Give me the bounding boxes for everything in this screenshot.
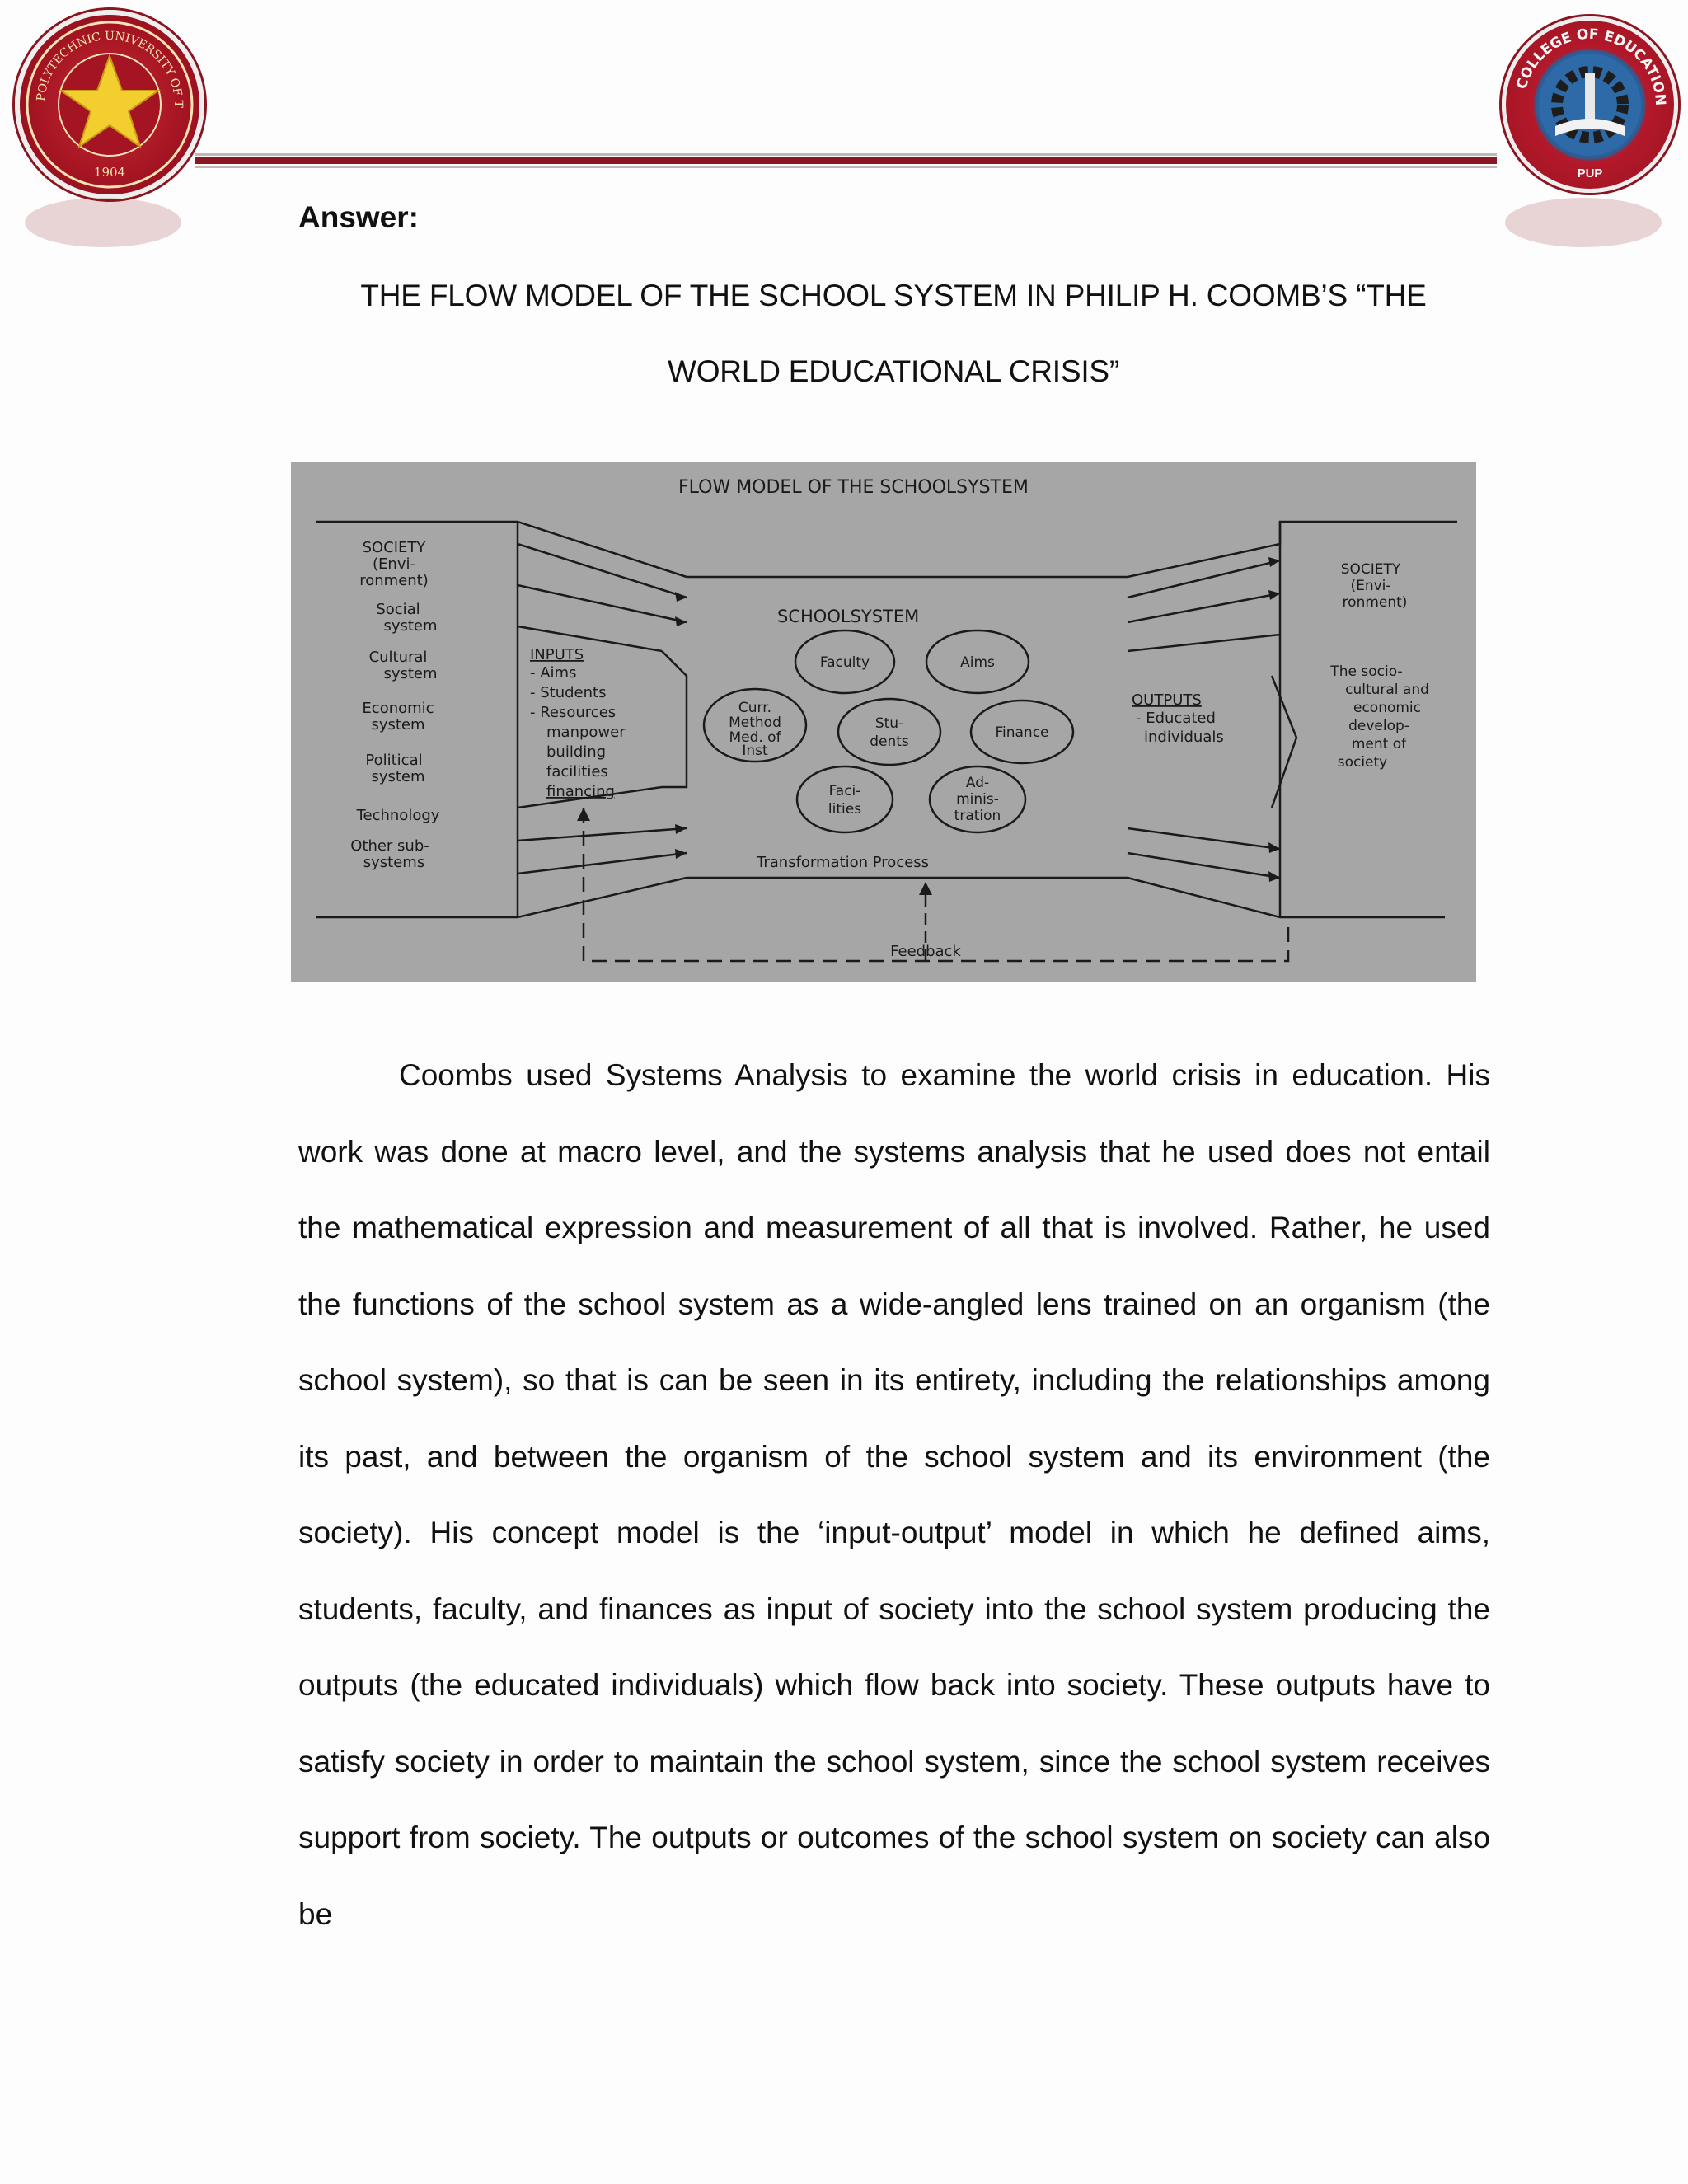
college-arc-text: COLLEGE OF EDUCATION [1513,26,1669,106]
header-rule-bottom [195,166,1497,168]
bubble-curr: Curr. [738,700,772,716]
bubble-facilities-2: lities [828,801,862,818]
bubble-students: Stu- [874,715,904,732]
left-system-social: Social [376,601,420,618]
left-system-social-2: system [383,617,438,635]
right-desc-4: develop- [1348,718,1409,734]
left-system-other-2: systems [363,854,425,871]
bubble-finance: Finance [995,724,1049,741]
outputs-heading: OUTPUTS [1132,691,1202,709]
outputs-item-individuals: individuals [1144,729,1224,746]
left-society-label: SOCIETY [362,539,426,556]
inputs-item-building: building [546,743,607,761]
college-seal-logo [1502,16,1678,193]
flow-model-diagram [291,462,1476,982]
inputs-item-aims: - Aims [530,664,577,682]
right-desc-3: economic [1353,700,1422,716]
right-desc-2: cultural and [1345,682,1429,698]
body-paragraph [298,1038,1490,1952]
bubble-admin-3: tration [954,808,1001,824]
left-system-political: Political [365,752,423,769]
college-seal-graphic [1506,21,1674,189]
inputs-heading: INPUTS [530,646,584,663]
body-paragraph-text: Coombs used Systems Analysis to examine the world crisis in education. His work was done at macro level, and the systems analysis that he used does not entail the mathematical expression and measurement of all that is involved. Rather, he used the functions of the school system as a wide-angled lens trained on an organism (the school system), so that is can be seen in its entirety, including the relationships among its past, and between the organism of the school system and its environment (the society). His concept model is the ‘input-output’ model in which he defined aims, students, faculty, and finances as input of society into the school system producing the outputs (the educated individuals) which flow back into society. These outputs have to satisfy society in order to maintain the school system, since the school system receives support from society. The outputs or outcomes of the school system on society can also be [298,1058,1490,1931]
left-system-cultural-2: system [383,665,438,682]
transformation-label: Transformation Process [757,854,930,871]
bubble-faculty: Faculty [819,654,870,671]
inputs-item-facilities: facilities [546,763,608,780]
left-system-economic-2: system [371,716,425,733]
diagram-caption: FLOW MODEL OF THE SCHOOLSYSTEM [678,477,1029,498]
seal-reflection-right [1505,198,1662,247]
bubble-admin: Ad- [965,775,990,791]
answer-label: Answer: [298,200,419,234]
schoolsystem-title: SCHOOLSYSTEM [777,607,920,626]
bubble-curr-4: Inst [742,743,768,759]
left-system-other: Other sub- [350,837,429,855]
document-title-line-1: THE FLOW MODEL OF THE SCHOOL SYSTEM IN PHILIP H. COOMB’S “THE [360,279,1427,312]
outputs-item-educated: - Educated [1136,710,1216,727]
left-system-technology: Technology [356,807,440,824]
bubble-facilities: Faci- [828,783,861,799]
university-seal-logo [15,10,204,199]
inputs-item-resources: - Resources [530,704,617,721]
right-desc-1: The socio- [1330,663,1403,680]
right-society-sub-1: (Envi- [1350,578,1391,594]
seal-reflection-left [25,198,181,247]
bubble-aims: Aims [960,654,995,671]
bubble-admin-2: minis- [956,791,999,808]
left-system-cultural: Cultural [368,649,428,666]
document-title-line-2: WORLD EDUCATIONAL CRISIS” [668,354,1119,388]
left-society-sub-2: ronment) [359,572,429,589]
inputs-item-students: - Students [530,684,607,701]
bubble-students-2: dents [870,733,909,750]
right-society-label: SOCIETY [1340,561,1401,578]
flow-model-figure [291,462,1476,982]
header-rule-main [195,157,1497,164]
header-rule-top [195,153,1497,156]
left-system-economic: Economic [362,700,434,717]
left-system-political-2: system [371,768,425,785]
inputs-item-manpower: manpower [546,724,626,741]
inputs-item-financing: financing [546,783,615,800]
right-desc-5: ment of [1351,736,1407,752]
university-seal-graphic [20,15,199,194]
feedback-label: Feedback [890,943,961,960]
right-society-sub-2: ronment) [1342,594,1408,611]
seal-year: 1904 [93,165,126,180]
right-desc-6: society [1337,754,1388,771]
bubble-curr-3: Med. of [729,729,781,746]
seal-arc-text: POLYTECHNIC UNIVERSITY OF T [35,29,185,108]
college-bottom-text: PUP [1577,166,1603,180]
left-society-sub-1: (Envi- [373,555,415,573]
bubble-curr-2: Method [729,715,781,731]
